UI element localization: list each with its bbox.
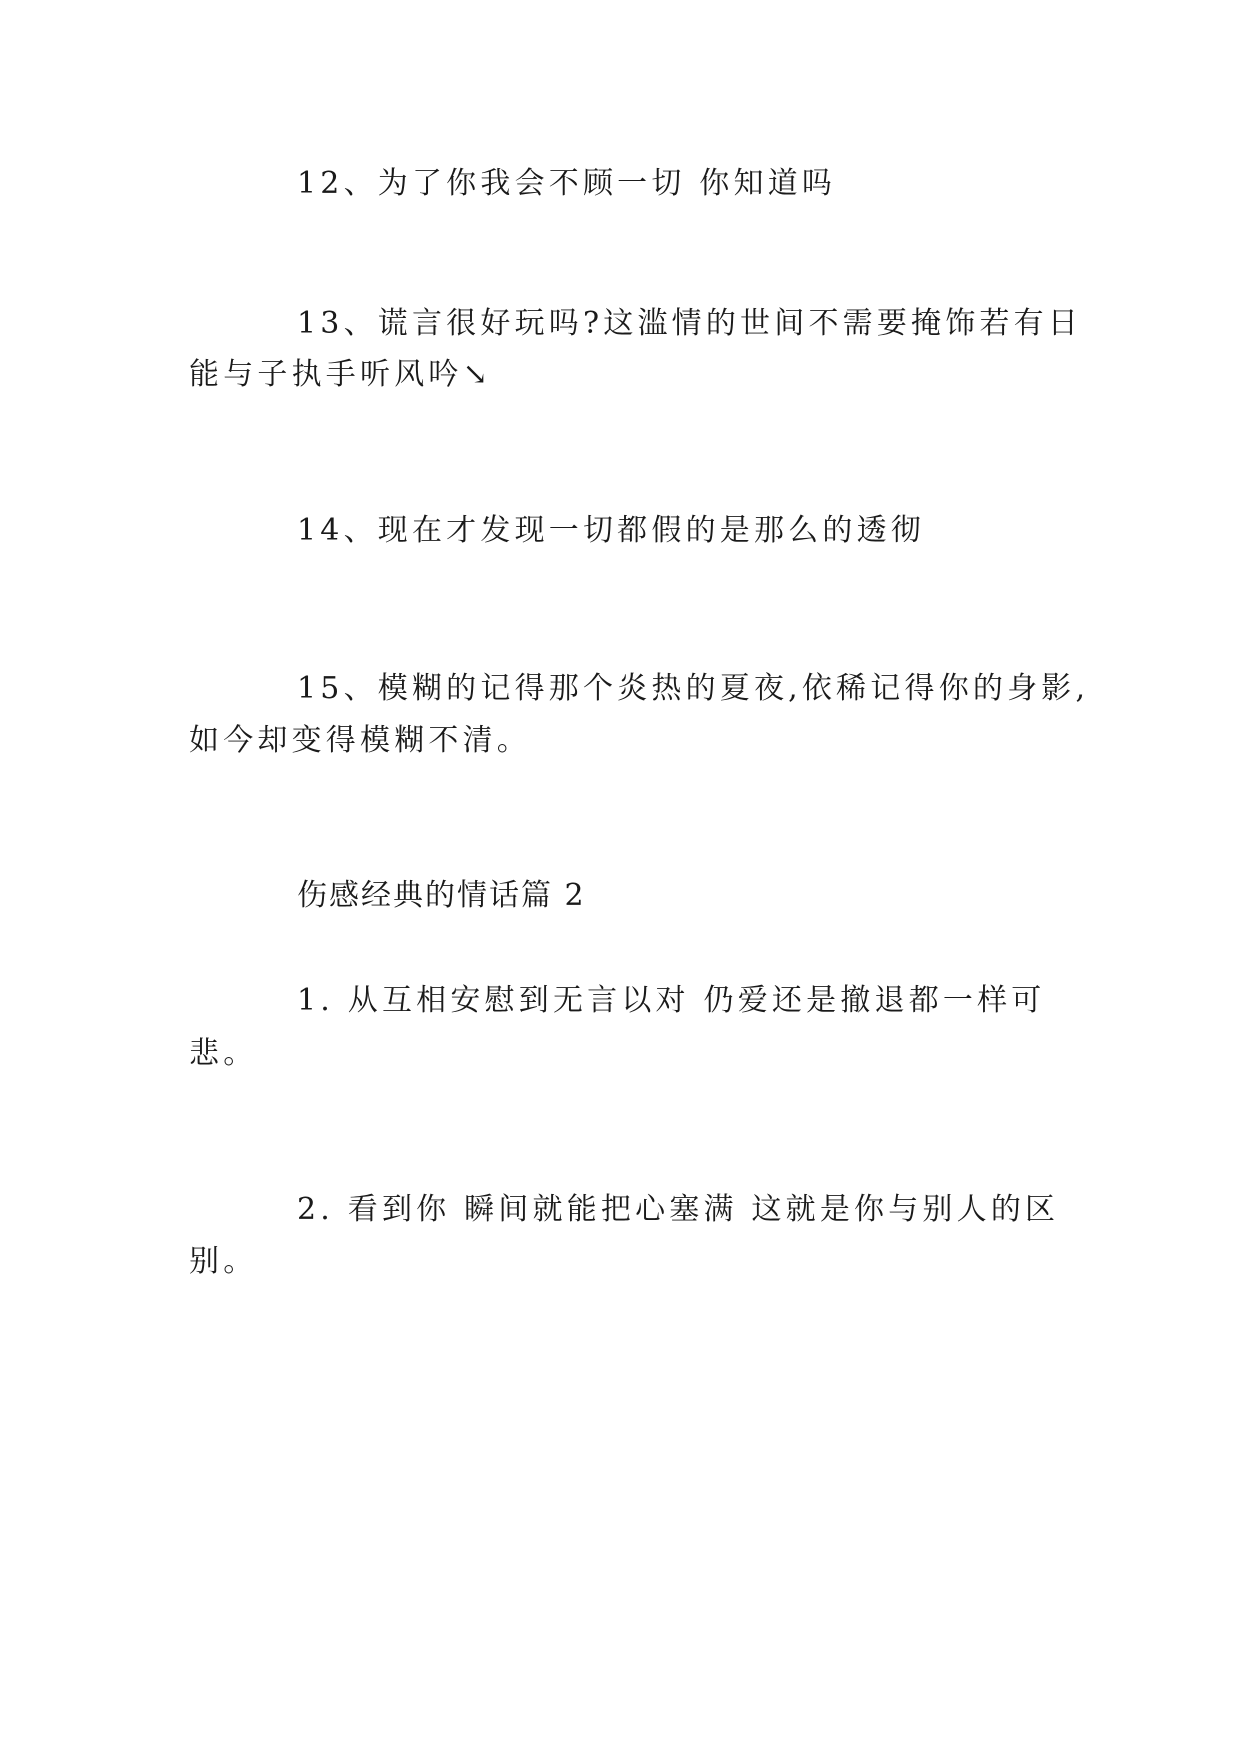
section-item-1-line2: 悲。: [189, 1036, 258, 1071]
section-item-2-line2: 别。: [189, 1244, 258, 1279]
item-15-text-line1: 15、模糊的记得那个炎热的夏夜,依稀记得你的身影,: [297, 671, 1090, 706]
item-15-text-line2: 如今却变得模糊不清。: [189, 723, 531, 758]
item-13-text-line1: 13、谎言很好玩吗?这滥情的世间不需要掩饰若有日: [297, 306, 1083, 341]
section-heading: 伤感经典的情话篇 2: [297, 878, 586, 913]
item-14-text: 14、现在才发现一切都假的是那么的透彻: [297, 513, 925, 548]
item-13-text-line2: 能与子执手听风吟↘: [189, 357, 492, 392]
section-item-2-line1: 2. 看到你 瞬间就能把心塞满 这就是你与别人的区: [297, 1192, 1060, 1227]
item-12-text: 12、为了你我会不顾一切 你知道吗: [297, 166, 837, 201]
section-item-1-line1: 1. 从互相安慰到无言以对 仍爱还是撤退都一样可: [297, 983, 1046, 1018]
